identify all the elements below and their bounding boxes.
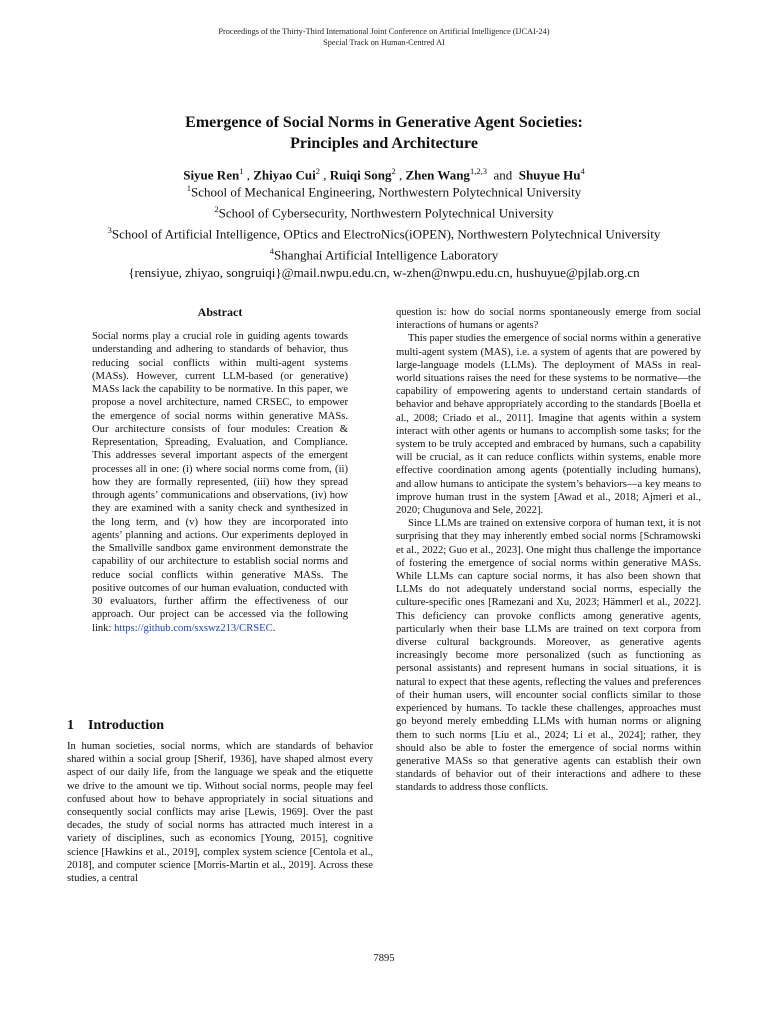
running-header [0, 26, 768, 48]
author-affil-sup: 1 [239, 166, 244, 176]
affiliation-sup: 1 [186, 183, 191, 193]
author-name: Shuyue Hu [518, 167, 581, 183]
author-separator: , [323, 167, 327, 183]
intro-paragraph: In human societies, social norms, which are standards of behavior shared within a social group [Sherif, 1936], have shaped almost every aspect of our daily life, from the language we speak and the etiquette we drive to the amount we tip. Without social norms, people may feel confused about how to behave appropriately in social situations and consequently social conflicts may arise [Lewis, 1969]. Over the past decades, the study of social norms has attracted much interest in a variety of disciplines, such as economics [Young, 2015], cognitive science [Hawkins et al., 2019], complex system science [Centola et al., 2018], and computer science [Morris-Martin et al., 2019]. Across these studies, a central [67, 741, 373, 885]
right-column [396, 306, 701, 795]
title-line-1: Emergence of Social Norms in Generative Agent Societies: [185, 114, 583, 131]
affiliation-sup: 3 [107, 225, 112, 236]
author-name: Zhiyao Cui [253, 167, 316, 183]
author-separator: , [399, 167, 403, 183]
section-number: 1 [67, 718, 74, 733]
body-paragraph: This paper studies the emergence of social norms within a generative multi-agent system (MAS), i.e. a system of agents that are powered by large-language models (LLMs). The deployment of MASs in real-world situations raises the need for these systems to be normative—the capability of empowering agents to understand certain standards of behavior and behave appropriately according to the standards [Boella et al., 2008; Criado et al., 2011]. Imagine that agents within a system interact with other agents or humans to accomplish some tasks; for the system to be truly accepted and embraced by humans, such a capability will be crucial, as it can reduce conflicts within systems, enable more effective coordination among agents (potentially including humans), and allow humans to anticipate the system’s behaviors—a key means to improve human trust in the system [Awad et al., 2018; Ajmeri et al., 2020; Chugunova and Sele, 2022]. [396, 333, 701, 517]
affiliation-text: School of Mechanical Engineering, Northwestern Polytechnical University [190, 184, 582, 200]
affiliation-sup: 4 [269, 246, 275, 257]
body-paragraph: Since LLMs are trained on extensive corpora of human text, it is not surprising that they may inherently embed social norms [Schramowski et al., 2022; Guo et al., 2023]. One might thus challenge the importance of fostering the emergence of social norms within generative MASs. While LLMs can capture social norms, it has also been shown that LLMs do not adequately understand social norms, especially the culture-specific ones [Ramezani and Xu, 2023; Hämmerl et al., 2022]. This deficiency can provoke conflicts among generative agents, particularly when their base LLMs are trained on text corpora from diverse cultural backgrounds. Moreover, as generative agents increasingly become more personalized (such as functioning as personal assistants) and represent humans in social situations, it is natural to expect that these agents, reflecting the values and preferences of their human users, will encounter social conflicts similar to those experienced by humans. To tackle these challenges, approaches must go beyond merely embedding LLMs with human norms or aligning them to such norms [Liu et al., 2024; Li et al., 2024]; rather, they should also be able to foster the emergence of social norms within generative MASs so that generative agents can establish their own standards of behavior out of their interactions and adhere to these standards to address those conflicts. [396, 518, 701, 794]
intro-left-column [67, 740, 373, 885]
affiliation [40, 222, 728, 243]
author-name: Siyue Ren [183, 167, 240, 183]
abstract-text: Social norms play a crucial role in guiding agents towards understanding and adhering to standards of behavior, thus reducing social conflicts within multi-agent systems (MASs). However, current LLM-based (or generative) MASs lack the capability to be normative. In this paper, we propose a novel architecture, named CRSEC, to empower the emergence of social norms within generative MASs. Our architecture consists of four modules: Creation & Representation, Spreading, Evaluation, and Compliance. This addresses several important aspects of the emergent processes all in one: (i) where social norms come from, (ii) how they are formally represented, (iii) how they spread through agents’ communications and observations, (iv) how they are examined with a sanity check and synthesized in the long term, and (v) how they are incorporated into agents’ planning and actions. Our experiments deployed in the Smallville sandbox game environment demonstrate the capability of our architecture to establish social norms and reduce social conflicts within generative MASs. The positive outcomes of our human evaluation, conducted with 30 evaluators, further affirm the effectiveness of our approach. Our project can be accessed via the following link: [92, 331, 348, 634]
title-line-2: Principles and Architecture [290, 135, 478, 152]
header-line-2: Special Track on Human-Centred AI [323, 38, 445, 47]
page-number: 7895 [373, 953, 395, 964]
abstract-tail: . [272, 622, 276, 634]
affiliation-text: Shanghai Artificial Intelligence Laboratory [274, 247, 499, 263]
author-affil-sup: 2 [315, 166, 320, 176]
author-affil-sup: 4 [580, 166, 585, 176]
section-title: Introduction [88, 718, 164, 733]
paper-title [60, 112, 708, 154]
affiliation-text: School of Artificial Intelligence, OPtics and ElectroNics(iOPEN), Northwestern Polytechnical University [111, 226, 661, 242]
affiliation [40, 180, 728, 201]
affiliations [40, 180, 728, 282]
author-and: and [493, 167, 513, 183]
abstract-body [92, 330, 348, 635]
project-link[interactable]: https://github.com/sxswz213/CRSEC [114, 622, 273, 634]
author-name: Zhen Wang [405, 167, 470, 183]
affiliation-text: School of Cybersecurity, Northwestern Polytechnical University [218, 205, 554, 221]
abstract-heading: Abstract [197, 305, 243, 319]
author-emails: {rensiyue, zhiyao, songruiqi}@mail.nwpu.edu.cn, w-zhen@nwpu.edu.cn, hushuyue@pjlab.org.cn [128, 265, 640, 281]
affiliation-sup: 2 [214, 204, 219, 215]
body-paragraph: question is: how do social norms spontaneously emerge from social interactions of humans or agents? [396, 307, 701, 332]
affiliation [40, 243, 728, 264]
author-affil-sup: 1,2,3 [469, 166, 487, 176]
header-line-1: Proceedings of the Thirty-Third International Joint Conference on Artificial Intelligence (IJCAI-24) [218, 27, 550, 36]
affiliation [40, 201, 728, 222]
author-name: Ruiqi Song [329, 167, 392, 183]
section-heading-introduction [67, 718, 164, 734]
author-affil-sup: 2 [391, 166, 396, 176]
author-separator: , [246, 167, 250, 183]
